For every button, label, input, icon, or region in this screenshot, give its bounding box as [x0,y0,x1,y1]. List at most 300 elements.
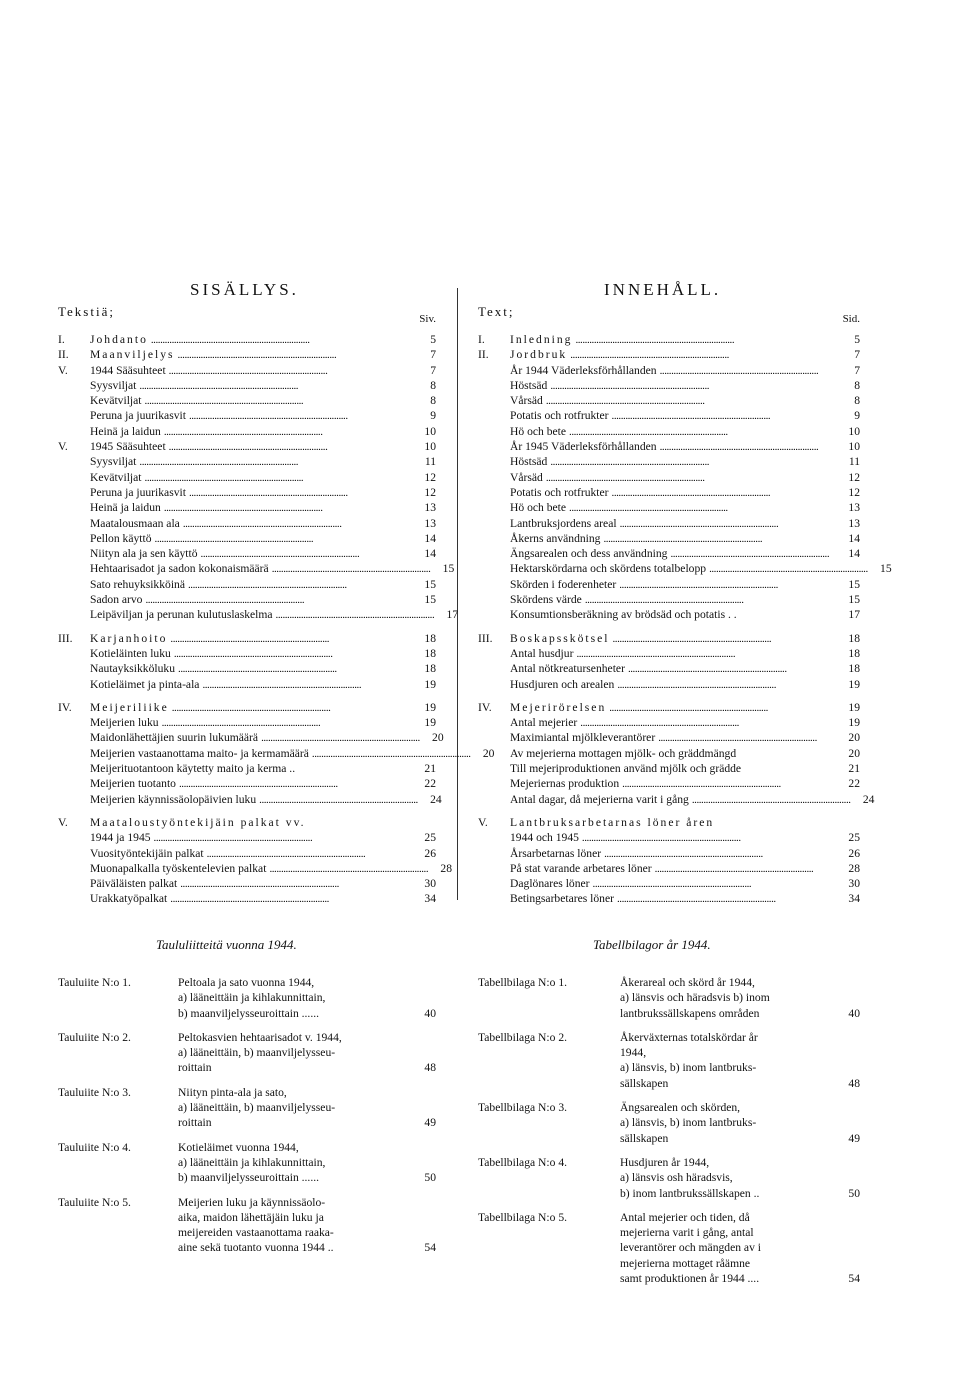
toc-entry-label: Pellon käyttö [90,531,152,545]
appendix-entry-line [620,1030,860,1045]
dot-leader [154,830,411,846]
toc-page-number: 19 [848,677,860,691]
toc-entry-label: Maximiantal mjölkleverantörer [510,731,656,745]
dot-leader [582,830,835,846]
appendix-entry-line [178,1100,436,1115]
toc-page-number: 7 [430,363,436,377]
appendix-entry-text: Meijerien luku ja käynnissäolo- [178,1195,326,1209]
appendix-entry-line [620,1225,860,1240]
toc-row [58,891,436,906]
dot-leader [622,776,835,792]
toc-page-number: 8 [854,378,860,392]
toc-row [58,500,436,515]
appendix-entry-line [178,990,436,1005]
appendix-page-number [414,1045,436,1060]
toc-gap [478,623,860,631]
toc-entry-label: Antal nötkreatursenheter [510,662,625,676]
dot-leader [585,592,835,608]
appendix-entry-text: meijereiden vastaanottama raaka- [178,1226,334,1240]
toc-entry-label: Skördens värde [510,593,582,607]
toc-row [58,546,436,561]
dot-leader [259,792,417,808]
toc-section-number: II. [58,348,69,362]
appendix-entry-line [620,1076,860,1091]
appendix-entry [58,1030,436,1076]
toc-page-number: 12 [848,470,860,484]
text-label-fi: Tekstiä; [58,304,115,319]
toc-page-number: 20 [482,746,495,760]
toc-page-number: 15 [424,593,436,607]
page-label-fi: Siv. [419,313,436,325]
toc-row [58,646,436,661]
toc-page-number: 24 [862,792,875,806]
dot-leader [189,485,411,501]
dot-leader [178,347,411,363]
toc-gap [58,623,436,631]
dot-leader [546,470,835,486]
dot-leader [603,531,835,547]
appendix-entry-text: lantbrukssällskapens områden [620,1006,760,1020]
toc-section-number: I. [58,333,65,346]
dot-leader [670,546,835,562]
toc-entry-label: Kevätviljat [90,394,142,408]
appendix-page-number [414,975,436,990]
toc-page-number: 12 [424,470,436,484]
appendix-entry-description [178,1030,436,1076]
dot-leader [139,378,411,394]
toc-entry-label: Vuosityöntekijäin palkat [90,846,204,860]
toc-gap [58,807,436,815]
toc-row [58,792,442,807]
toc-page-number: 13 [424,501,436,515]
toc-page-number: 14 [848,547,860,561]
dot-leader [188,577,411,593]
appendix-page-number [838,1115,860,1130]
toc-section-number: III. [478,631,493,645]
toc-page-number: 10 [424,440,436,454]
toc-row [58,516,436,531]
dot-leader [174,646,411,662]
toc-entry-label: Potatis och rotfrukter [510,485,609,499]
appendix-page-number: 48 [848,1076,860,1090]
toc-row [478,439,860,454]
dot-leader [261,730,419,746]
toc-page-number: 9 [854,409,860,423]
toc-row [58,592,436,607]
appendix-entry-key: Tabellbilaga N:o 3. [478,1101,568,1115]
appendix-page-number [838,1155,860,1170]
appendix-entry-line [620,975,860,990]
appendix-entry-key: Tauluiite N:o 5. [58,1195,131,1209]
toc-row [478,677,860,692]
toc-entry-label: Av mejerierna mottagen mjölk- och gräddmängd [510,746,737,760]
toc-row [478,485,860,500]
toc-page-number: 13 [848,516,860,530]
toc-section-number: V. [478,815,488,829]
dot-leader [580,715,835,731]
appendix-entry-line [178,1115,436,1130]
toc-row [58,561,455,576]
toc-entry-label: Meijerien vastaanottama maito- ja kermamäärä [90,746,309,760]
appendix-entry-text: a) lääneittäin, b) maanviljelysseu- [178,1101,336,1115]
toc-row [478,646,860,661]
appendix-page-number [414,1195,436,1210]
toc-entry-label: Johdanto [90,333,148,346]
appendix-entry [478,1155,860,1201]
toc-entry-label: Niityn ala ja sen käyttö [90,547,198,561]
toc-row [58,485,436,500]
toc-page-number: 9 [430,409,436,423]
toc-entry-label: Höstsäd [510,455,548,469]
toc-entry-label: Mejerirörelsen [510,700,607,714]
appendix-entry-line [178,1030,436,1045]
toc-row [478,378,860,393]
toc-entry-label: År 1945 Väderleksförhållanden [510,440,657,454]
appendix-entry-key: Tabellbilaga N:o 4. [478,1155,568,1169]
toc-section-number: III. [58,631,73,645]
appendix-page-number [414,1155,436,1170]
appendix-entry-text: sällskapen [620,1131,669,1145]
appendix-page-number [838,1170,860,1185]
toc-entry-label: Hehtaarisadot ja sadon kokonaismäärä [90,562,269,576]
dot-leader [550,378,835,394]
toc-row [58,861,452,876]
appendix-entry-text: a) länsvis och häradsvis b) inom [620,991,770,1005]
appendix-entry-text: a) länsvis osh häradsvis, [620,1171,733,1185]
toc-entry-label: Heinä ja laidun [90,424,161,438]
toc-entry-label: Sato rehuyksikköinä [90,577,185,591]
toc-page-number: 22 [848,777,860,791]
toc-row [58,439,436,454]
appendix-entry-key: Tauluiite N:o 2. [58,1030,131,1044]
appendix-entry-key: Tabellbilaga N:o 5. [478,1210,568,1224]
toc-page-number: 10 [848,424,860,438]
toc-section-row [58,332,436,347]
appendix-entry-description [620,975,860,1021]
toc-page-number: 20 [848,731,860,745]
appendix-entry-text: Åkerareal och skörd år 1944, [620,976,755,989]
appendix-page-number: 48 [424,1061,436,1075]
toc-page-number: 5 [854,333,860,346]
toc-page-number: 19 [424,700,436,714]
toc-row [58,776,436,791]
appendix-page-number [838,1225,860,1240]
toc-page-number: 19 [424,716,436,730]
toc-row [478,454,860,469]
toc-row [478,861,860,876]
toc-entry-label: Peruna ja juurikasvit [90,409,186,423]
appendix-entry-text: samt produktionen år 1944 .... [620,1272,760,1286]
appendix-page-number [838,1240,860,1255]
appendix-entry-line [620,1186,860,1201]
appendix-entry-text: b) maanviljelysseuroittain ...... [178,1006,320,1020]
appendix-entry-key: Tauluiite N:o 4. [58,1140,131,1154]
toc-row [58,363,436,378]
toc-entry-label: Mejeriernas produktion [510,777,620,791]
toc-row [478,846,860,861]
appendix-title-fi: Taululiitteitä vuonna 1944. [156,937,297,952]
appendix-entry-text: a) lääneittäin, b) maanviljelysseu- [178,1046,336,1060]
appendix-entry-text: Niityn pinta-ala ja sato, [178,1085,287,1099]
toc-page-number: 28 [440,861,452,875]
toc-entry-label: Heinä ja laidun [90,501,161,515]
toc-entry-label: Muonapalkalla työskentelevien palkat [90,861,267,875]
appendix-page-number: 50 [848,1186,860,1200]
appendix-entry-description [178,1085,436,1131]
appendix-entry-text: Peltoala ja sato vuonna 1944, [178,976,315,989]
appendix-entry-line [178,1085,436,1100]
toc-entry-label: Meijerien käynnissäolopäivien luku [90,792,257,806]
toc-section-row [478,347,860,362]
toc-section-row [58,700,436,715]
toc-page-number: 25 [848,831,860,845]
appendix-entry-line [620,1155,860,1170]
toc-entry-label: Daglönares löner [510,877,590,891]
toc-row [58,577,436,592]
toc-page-number: 34 [424,892,436,906]
toc-entry-label: 1944 och 1945 [510,831,579,845]
toc-page-number: 13 [848,501,860,515]
dot-leader [145,393,411,409]
toc-entry-label: 1945 Sääsuhteet [90,440,166,454]
appendix-page-number: 50 [424,1171,436,1185]
dot-leader [201,546,411,562]
toc-row [58,424,436,439]
toc-entry-label: Nautayksikköluku [90,662,176,676]
appendix-entry-text: roittain [178,1116,212,1130]
dot-leader [660,363,835,379]
appendix-entry-line [620,1170,860,1185]
toc-row [58,454,436,469]
toc-section-number: V. [58,440,68,454]
toc-page-number: 5 [430,333,436,346]
appendix-entry-text: a) länsvis, b) inom lantbruks- [620,1116,757,1130]
appendix-page-number [414,1140,436,1155]
toc-page-number: 21 [424,762,436,776]
dot-leader [180,876,411,892]
dot-leader [628,661,835,677]
toc-section-number: IV. [58,700,72,714]
dot-leader [546,393,835,409]
toc-page-number: 19 [424,677,436,691]
toc-section-number: IV. [478,700,492,714]
toc-entry-label: Betingsarbetares löner [510,892,614,906]
appendix-page-number [838,990,860,1005]
toc-entry-label: Boskapsskötsel [510,631,610,645]
appendix-entry-line [178,1045,436,1060]
toc-page-number: 20 [432,731,444,745]
toc-page-number: 14 [848,531,860,545]
toc-page-number: 18 [848,646,860,660]
toc-page-number: 8 [854,394,860,408]
dot-leader [179,776,411,792]
toc-page-number: 10 [848,440,860,454]
appendix-page-number [838,1210,860,1225]
dot-leader [620,516,835,532]
appendix-entry-description [178,975,436,1021]
toc-row [58,378,436,393]
dot-leader [609,700,835,716]
toc-page-number: 7 [430,348,436,362]
appendix-entry-text: aine sekä tuotanto vuonna 1944 .. [178,1241,334,1255]
toc-entry-label: Syysviljat [90,378,137,392]
dot-leader [569,500,835,516]
appendix-entry-description [620,1100,860,1146]
appendix-page-number: 49 [424,1116,436,1130]
toc-row [478,792,875,807]
toc-entry-label: Kotieläinten luku [90,646,171,660]
dot-leader [162,715,411,731]
dot-leader [593,876,835,892]
appendix-page-number [838,1100,860,1115]
toc-row [58,876,436,891]
appendix-page-number [414,1225,436,1240]
toc-entry-label: Kevätviljat [90,470,142,484]
appendix-entry-line [620,990,860,1005]
appendix-entry-text: b) inom lantbrukssällskapen .. [620,1186,760,1200]
toc-entry-label: Ängsarealen och dess användning [510,547,668,561]
toc-page-number: 14 [424,531,436,545]
toc-page-number: 8 [430,378,436,392]
toc-page-number: 26 [424,846,436,860]
appendix-entry-line [620,1271,860,1286]
toc-entry-label: Urakkatyöpalkat [90,892,168,906]
toc-row [478,830,860,845]
toc-entry-label: Årsarbetarnas löner [510,846,602,860]
dot-leader [178,661,411,677]
appendix-entry-text: b) maanviljelysseuroittain ...... [178,1171,320,1185]
page-label-sv: Sid. [842,313,860,325]
appendix-entry-text: Kotieläimet vuonna 1944, [178,1140,299,1154]
appendix-entry-description [620,1030,860,1091]
toc-entry-label: Husdjuren och arealen [510,677,615,691]
toc-page-number: 18 [424,631,436,645]
toc-entry-label: Hö och bete [510,501,567,515]
toc-row [58,830,436,845]
dot-leader [655,861,835,877]
dot-leader [169,439,411,455]
toc-page-number: 17 [848,608,860,622]
toc-page-number: 34 [848,892,860,906]
toc-entry-label: Potatis och rotfrukter [510,409,609,423]
appendix-entry-line [620,1045,860,1060]
dot-leader [619,577,835,593]
appendix-entry-line [178,1210,436,1225]
toc-row [478,607,860,622]
toc-section-row [478,631,860,646]
toc-entry-label: Till mejeriproduktionen använd mjölk och grädde [510,762,742,776]
appendix-entry-description [620,1210,860,1286]
toc-entry-label: Antal mejerier [510,716,578,730]
appendix-page-number [838,1060,860,1075]
toc-row [478,546,860,561]
contents-title-fi: SISÄLLYS. [190,280,299,299]
toc-page-number: 24 [430,792,442,806]
appendix-entry-text: a) länsvis, b) inom lantbruks- [620,1061,757,1075]
toc-entry-label: På stat varande arbetares löner [510,861,652,875]
dot-leader [155,531,411,547]
appendix-list-fi [58,975,436,1265]
toc-entry-label: Meijerien luku [90,716,159,730]
toc-row [478,363,860,378]
appendix-entry-text: mejerierna mottaget råämne [620,1256,751,1270]
toc-entry-label: Kotieläimet ja pinta-ala [90,677,200,691]
appendix-entry-line [620,1256,860,1271]
toc-page-number: 17 [446,608,459,622]
appendix-entry-line [178,1225,436,1240]
appendix-entry-line [178,1006,436,1021]
toc-section-row [478,700,860,715]
toc-entry-label: Päiväläisten palkat [90,877,178,891]
toc-row [478,776,860,791]
toc-section-number: I. [478,333,485,346]
appendix-entry [478,975,860,1021]
appendix-entry [478,1210,860,1286]
toc-page-number: 8 [430,394,436,408]
toc-entry-label: Vårsäd [510,470,543,484]
appendix-page-number [838,1256,860,1271]
toc-page-number: 30 [848,877,860,891]
appendix-entry-text: roittain [178,1061,212,1075]
column-divider [457,288,458,900]
appendix-entry-text: Antal mejerier och tiden, då [620,1210,750,1224]
dot-leader [612,408,835,424]
toc-page-number: 20 [848,746,860,760]
appendix-page-number [414,1085,436,1100]
appendix-entry-line [178,975,436,990]
dot-leader [189,408,411,424]
appendix-page-number: 49 [848,1131,860,1145]
toc-entry-label: Meijerien tuotanto [90,777,176,791]
dot-leader [202,677,411,693]
toc-row [478,561,892,576]
toc-page-number: 15 [848,577,860,591]
toc-page-number: 15 [880,562,892,576]
toc-entry-label: Syysviljat [90,455,137,469]
appendix-entry-line [620,1131,860,1146]
appendix-entry [478,1030,860,1091]
toc-entry-label: Antal dagar, då mejerierna varit i gång [510,792,689,806]
appendix-entry-text: Husdjuren år 1944, [620,1155,710,1169]
dot-leader [570,347,835,363]
appendix-page-number: 40 [848,1006,860,1020]
toc-row [478,424,860,439]
toc-entry-label: Peruna ja juurikasvit [90,485,186,499]
toc-page-number: 18 [848,662,860,676]
appendix-entry-text: Åkerväxternas totalskördar år [620,1030,758,1044]
toc-page-number: 15 [424,577,436,591]
appendix-entry-text: aika, maidon lähettäjäin luku ja [178,1210,324,1224]
appendix-page-number: 40 [424,1006,436,1020]
toc-entry-label: Maidonlähettäjien suurin lukumäärä [90,731,259,745]
appendix-entry-text: sällskapen [620,1076,669,1090]
appendix-entry-line [620,1060,860,1075]
dot-leader [569,424,835,440]
toc-row [58,715,436,730]
toc-row [478,715,860,730]
toc-section-row [58,631,436,646]
appendix-entry-text: 1944, [620,1046,647,1060]
appendix-entry-description [178,1195,436,1256]
appendix-entry [58,1195,436,1256]
appendix-entry-line [178,1195,436,1210]
appendix-entry-line [178,1140,436,1155]
toc-page-number: 25 [424,831,436,845]
appendix-entry-key: Tabellbilaga N:o 2. [478,1030,568,1044]
dot-leader [172,700,411,716]
appendix-entry-line [620,1240,860,1255]
appendix-page-number [838,975,860,990]
